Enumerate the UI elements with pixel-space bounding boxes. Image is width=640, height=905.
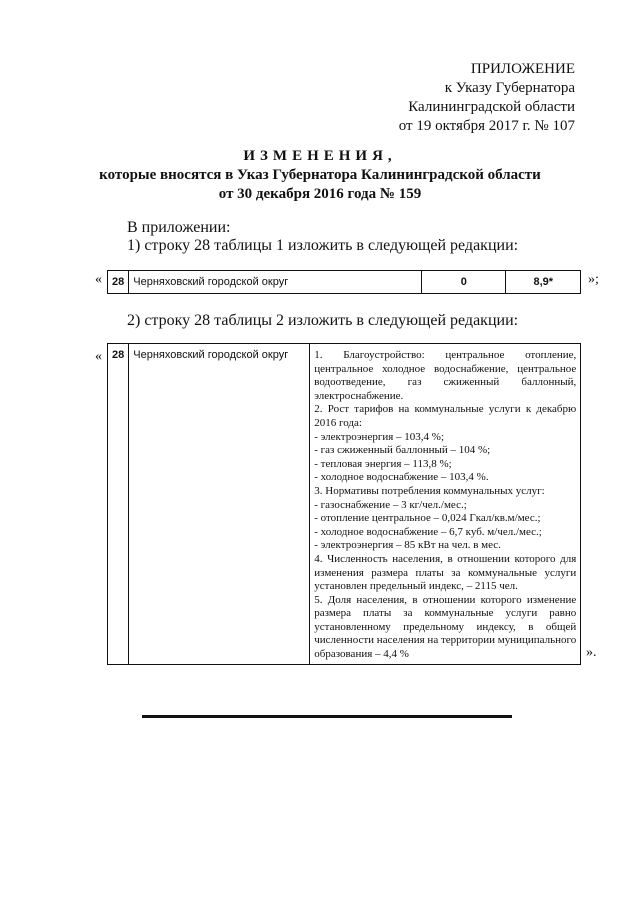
body-item-1: 1) строку 28 таблицы 1 изложить в следующей редакции: [127,237,519,254]
appendix-line-1: к Указу Губернатора [444,80,575,96]
table1-close-quote: »; [588,272,599,287]
appendix-title: ПРИЛОЖЕНИЕ [470,61,575,77]
table1-district-name: Черняховский городской округ [129,271,422,294]
table1-value-2: 8,9* [506,271,581,294]
description-line: - электроэнергия – 103,4 %; [314,430,444,443]
description-line: - газоснабжение – 3 кг/чел./мес.; [314,498,467,511]
document-subtitle-line-1: которые вносятся в Указ Губернатора Калининградской области [99,167,541,183]
description-line: 1. Благоустройство: центральное отопление, центральное холодное водоснабжение, центральное водоотведение, газ сжиженный баллонный, электроснабжение. [314,349,577,402]
description-line: - электроэнергия – 85 кВт на чел. в мес. [314,539,501,552]
table2-open-quote: « [95,349,102,364]
table1-value-1: 0 [422,271,506,294]
description-line: 4. Численность населения, в отношении которого для изменения размера платы за коммунальные услуги установлен предельный индекс, – 2115 чел. [314,552,577,593]
description-line: - газ сжиженный баллонный – 104 %; [314,444,491,457]
table1-open-quote: « [95,272,102,287]
body-item-2: 2) строку 28 таблицы 2 изложить в следующей редакции: [127,312,519,329]
description-line: 5. Доля населения, в отношении которого изменение размера платы за коммунальные услуги равно установленному предельному индексу, в общей численности населения на территории муниципального образования – 4,4 % [314,593,577,661]
closing-rule [142,715,512,718]
description-line: 2. Рост тарифов на коммунальные услуги к декабрю 2016 года: [314,403,577,429]
description-line: 3. Нормативы потребления коммунальных услуг: [314,484,545,497]
table-row [108,271,581,294]
table1-row-number: 28 [108,271,129,294]
table-row [108,344,581,665]
document-title: ИЗМЕНЕНИЯ, [243,148,397,164]
description-line: - тепловая энергия – 113,8 %; [314,457,452,470]
description-line: - холодное водоснабжение – 103,4 %. [314,471,489,484]
table-1-row [107,270,581,294]
table2-close-quote: ». [586,645,597,660]
table2-description-cell [310,344,581,665]
appendix-dateline: от 19 октября 2017 г. № 107 [398,118,575,134]
description-line: - холодное водоснабжение – 6,7 куб. м/чел./мес.; [314,525,542,538]
body-intro: В приложении: [127,219,231,236]
appendix-block [330,60,575,136]
appendix-line-2: Калининградской области [408,99,575,115]
table-2-row [107,343,581,665]
table2-description [314,349,576,662]
document-subtitle-line-2: от 30 декабря 2016 года № 159 [218,186,422,202]
table2-district-name: Черняховский городской округ [129,344,310,665]
table2-row-number: 28 [108,344,129,665]
description-line: - отопление центральное – 0,024 Гкал/кв.м/мес.; [314,512,541,525]
